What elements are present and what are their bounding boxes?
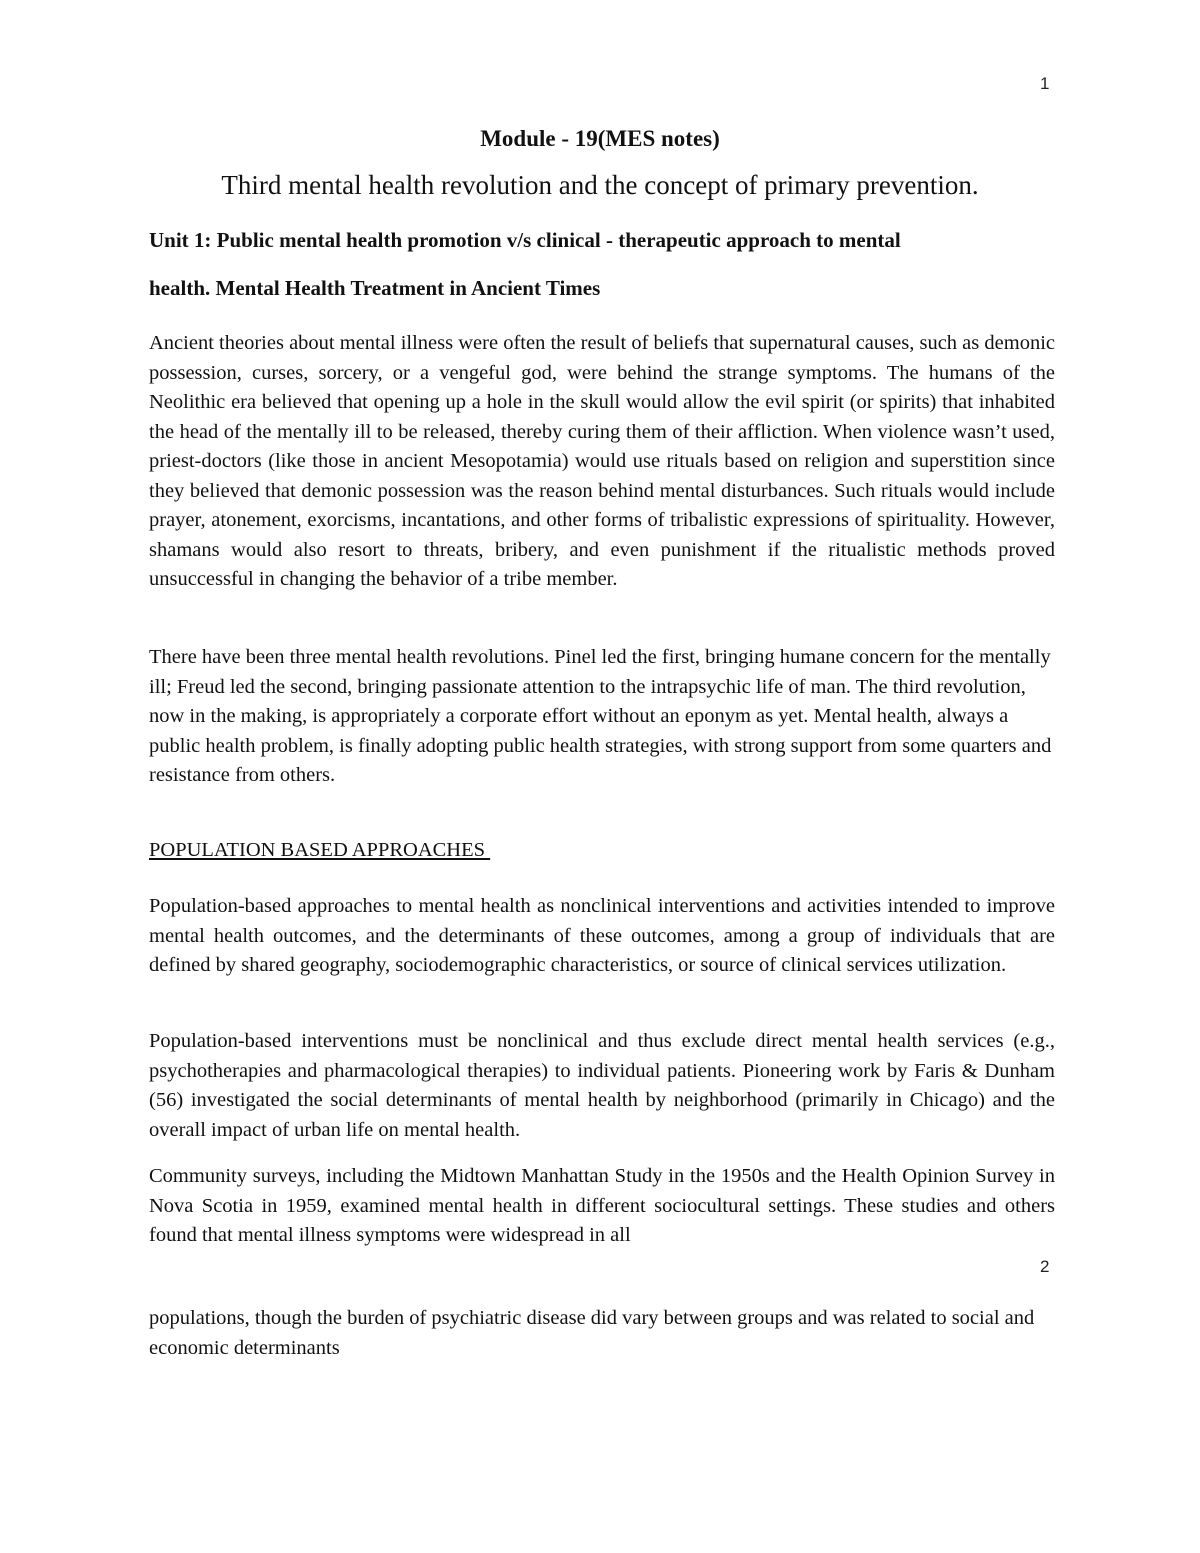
unit-heading: Unit 1: Public mental health promotion v/s clinical - therapeutic approach to mental (149, 228, 901, 252)
paragraph-community-surveys: Community surveys, including the Midtown Manhattan Study in the 1950s and the Health Opinion Survey in Nova Scotia in 1959, examined mental health in different sociocultural settings. These studies and others found that mental illness symptoms were widespread in all (149, 1165, 1055, 1246)
paragraph-three-revolutions: There have been three mental health revolutions. Pinel led the first, bringing humane concern for the mentally ill; Freud led the second, bringing passionate attention to the intrapsychic life of man. The third revolution, now in the making, is appropriately a corporate effort without an eponym as yet. Mental health, always a public health problem, is finally adopting public health strategies, with strong support from some quarters and resistance from others. (149, 646, 1052, 786)
page-number: 1 (1040, 74, 1050, 93)
section-heading: POPULATION BASED APPROACHES (149, 839, 491, 861)
page-number: 2 (1040, 1257, 1050, 1276)
paragraph-ancient-theories: Ancient theories about mental illness were often the result of beliefs that supernatural causes, such as demonic possession, curses, sorcery, or a vengeful god, were behind the strange symptoms. The humans of the Neolithic era believed that opening up a hole in the skull would allow the evil spirit (or spirits) that inhabited the head of the mentally ill to be released, thereby curing them of their affliction. When violence wasn’t used, priest-doctors (like those in ancient Mesopotamia) would use rituals based on religion and superstition since they believed that demonic possession was the reason behind mental disturbances. Such rituals would include prayer, atonement, exorcisms, incantations, and other forms of tribalistic expressions of spirituality. However, shamans would also resort to threats, bribery, and even punishment if the ritualistic methods proved unsuccessful in changing the behavior of a tribe member. (149, 332, 1055, 590)
paragraph-continued: populations, though the burden of psychiatric disease did vary between groups and was related to social and economic determinants (149, 1307, 1035, 1359)
paragraph-population-interventions: Population-based interventions must be nonclinical and thus exclude direct mental health services (e.g., psychotherapies and pharmacological therapies) to individual patients. Pioneering work by Faris & Dunham (56) investigated the social determinants of mental health by neighborhood (primarily in Chicago) and the overall impact of urban life on mental health. (149, 1030, 1055, 1141)
module-title: Module - 19(MES notes) (480, 126, 720, 151)
unit-heading-continued: health. Mental Health Treatment in Ancient Times (149, 276, 601, 300)
page-title: Third mental health revolution and the concept of primary prevention. (221, 170, 979, 200)
paragraph-population-approaches: Population-based approaches to mental health as nonclinical interventions and activities intended to improve mental health outcomes, and the determinants of these outcomes, among a group of individuals that are defined by shared geography, sociodemographic characteristics, or source of clinical services utilization. (149, 895, 1055, 976)
